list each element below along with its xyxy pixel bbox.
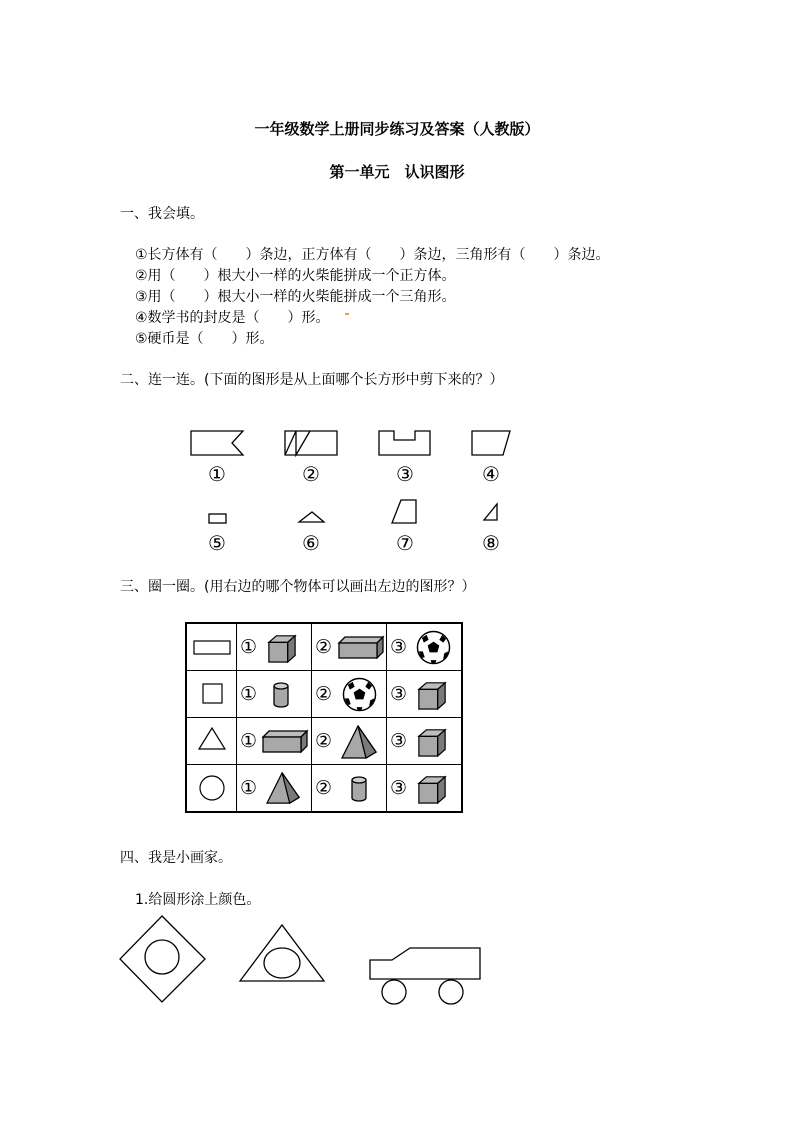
top-label-2: ②: [302, 462, 320, 486]
circle-in-diamond: [145, 940, 179, 974]
option-label: ③: [390, 730, 408, 752]
triangle-shape: [240, 925, 324, 981]
top-label-3: ③: [396, 462, 414, 486]
unit-title: 第一单元 认识图形: [329, 163, 465, 181]
top-label-4: ④: [482, 462, 500, 486]
fill-item-5: ⑤硬币是（ ）形。: [135, 331, 274, 347]
car-wheel-front: [382, 980, 406, 1004]
section-3-heading: 三、圈一圈。(用右边的哪个物体可以画出左边的图形？）: [120, 579, 476, 595]
option-label: ②: [315, 683, 333, 705]
top-label-1: ①: [208, 462, 226, 486]
bottom-label-8: ⑧: [482, 531, 500, 555]
option-label: ①: [240, 636, 258, 658]
car-body-shape: [370, 948, 480, 979]
fill-item-2: ②用（ ）根大小一样的火柴能拼成一个正方体。: [135, 268, 456, 284]
option-label: ①: [240, 730, 258, 752]
ellipse-in-triangle: [264, 948, 300, 978]
drawing-task: 1.给圆形涂上颜色。: [135, 892, 261, 908]
option-label: ③: [390, 777, 408, 799]
option-label: ①: [240, 683, 258, 705]
section-2-heading: 二、连一连。(下面的图形是从上面哪个长方形中剪下来的？）: [120, 372, 504, 388]
bottom-label-7: ⑦: [396, 531, 414, 555]
fill-item-4: ④数学书的封皮是（ ）形。: [135, 310, 330, 326]
page-title: 一年级数学上册同步练习及答案（人教版）: [254, 120, 540, 138]
fill-item-3: ③用（ ）根大小一样的火柴能拼成一个三角形。: [135, 289, 456, 305]
option-label: ②: [315, 777, 333, 799]
fill-item-1: ①长方体有（ ）条边，正方体有（ ）条边，三角形有（ ）条边。: [135, 247, 610, 263]
diamond-shape: [120, 916, 205, 1002]
option-label: ③: [390, 636, 408, 658]
option-label: ②: [315, 636, 333, 658]
car-wheel-rear: [439, 980, 463, 1004]
section-1-heading: 一、我会填。: [120, 206, 204, 222]
bottom-label-5: ⑤: [208, 531, 226, 555]
option-label: ②: [315, 730, 333, 752]
bottom-label-6: ⑥: [302, 531, 320, 555]
option-label: ①: [240, 777, 258, 799]
option-label: ③: [390, 683, 408, 705]
section-4-heading: 四、我是小画家。: [120, 850, 232, 866]
